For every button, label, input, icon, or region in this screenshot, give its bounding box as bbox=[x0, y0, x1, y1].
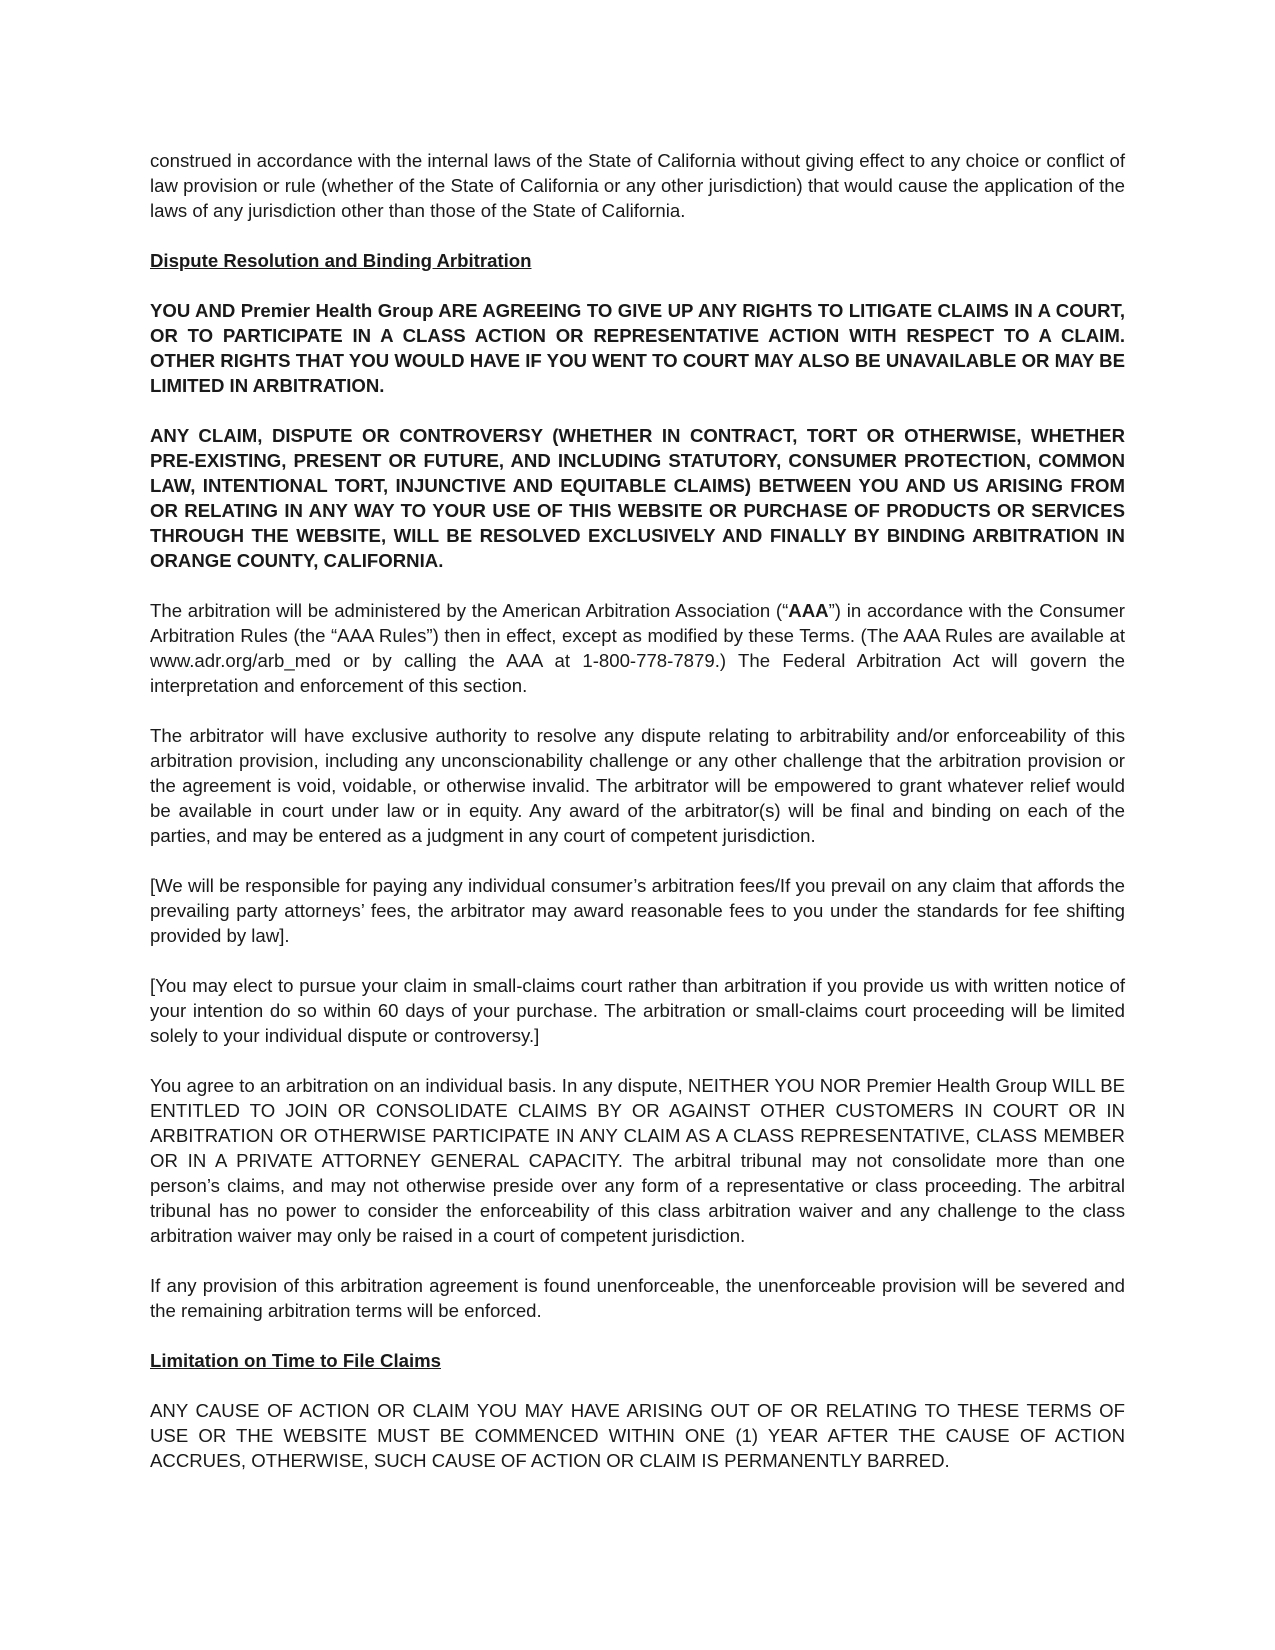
arbitration-fees-paragraph: [We will be responsible for paying any individual consumer’s arbitration fees/If you prevail on any claim that affords the prevailing party attorneys’ fees, the arbitrator may award reasonable fees to you under the standards for fee shifting provided by law]. bbox=[150, 875, 1125, 946]
small-claims-paragraph: [You may elect to pursue your claim in small-claims court rather than arbitration if you provide us with written notice of your intention do so within 60 days of your purchase. The arbitration or small-claims court proceeding will be limited solely to your individual dispute or controversy.] bbox=[150, 975, 1125, 1046]
severability-paragraph: If any provision of this arbitration agreement is found unenforceable, the unenforceable provision will be severed and the remaining arbitration terms will be enforced. bbox=[150, 1275, 1125, 1321]
aaa-administration-paragraph bbox=[150, 598, 1125, 698]
dispute-resolution-heading: Dispute Resolution and Binding Arbitration bbox=[150, 250, 532, 271]
individual-basis-paragraph: You agree to an arbitration on an individual basis. In any dispute, NEITHER YOU NOR Premier Health Group WILL BE ENTITLED TO JOIN OR CONSOLIDATE CLAIMS BY OR AGAINST OTHER CUSTOMERS IN COURT OR IN ARBITRATION OR OTHERWISE PARTICIPATE IN ANY CLAIM AS A CLASS REPRESENTATIVE, CLASS MEMBER OR IN A PRIVATE ATTORNEY GENERAL CAPACITY. The arbitral tribunal may not consolidate more than one person’s claims, and may not otherwise preside over any form of a representative or class proceeding. The arbitral tribunal has no power to consider the enforceability of this class arbitration waiver and any challenge to the class arbitration waiver may only be raised in a court of competent jurisdiction. bbox=[150, 1075, 1125, 1246]
litigation-waiver-paragraph: YOU AND Premier Health Group ARE AGREEING TO GIVE UP ANY RIGHTS TO LITIGATE CLAIMS IN A COURT, OR TO PARTICIPATE IN A CLASS ACTION OR REPRESENTATIVE ACTION WITH RESPECT TO A CLAIM. OTHER RIGHTS THAT YOU WOULD HAVE IF YOU WENT TO COURT MAY ALSO BE UNAVAILABLE OR MAY BE LIMITED IN ARBITRATION. bbox=[150, 300, 1125, 396]
aaa-abbreviation: AAA bbox=[788, 600, 829, 621]
aaa-text-before: The arbitration will be administered by the American Arbitration Association (“ bbox=[150, 600, 789, 621]
arbitration-scope-paragraph: ANY CLAIM, DISPUTE OR CONTROVERSY (WHETHER IN CONTRACT, TORT OR OTHERWISE, WHETHER PRE-EXISTING, PRESENT OR FUTURE, AND INCLUDING STATUTORY, CONSUMER PROTECTION, COMMON LAW, INTENTIONAL TORT, INJUNCTIVE AND EQUITABLE CLAIMS) BETWEEN YOU AND US ARISING FROM OR RELATING IN ANY WAY TO YOUR USE OF THIS WEBSITE OR PURCHASE OF PRODUCTS OR SERVICES THROUGH THE WEBSITE, WILL BE RESOLVED EXCLUSIVELY AND FINALLY BY BINDING ARBITRATION IN ORANGE COUNTY, CALIFORNIA. bbox=[150, 425, 1125, 571]
limitation-paragraph: ANY CAUSE OF ACTION OR CLAIM YOU MAY HAVE ARISING OUT OF OR RELATING TO THESE TERMS OF USE OR THE WEBSITE MUST BE COMMENCED WITHIN ONE (1) YEAR AFTER THE CAUSE OF ACTION ACCRUES, OTHERWISE, SUCH CAUSE OF ACTION OR CLAIM IS PERMANENTLY BARRED. bbox=[150, 1400, 1125, 1471]
document-page bbox=[150, 148, 1125, 1498]
arbitrator-authority-paragraph: The arbitrator will have exclusive authority to resolve any dispute relating to arbitrability and/or enforceability of this arbitration provision, including any unconscionability challenge or any other challenge that the arbitration provision or the agreement is void, voidable, or otherwise invalid. The arbitrator will be empowered to grant whatever relief would be available in court under law or in equity. Any award of the arbitrator(s) will be final and binding on each of the parties, and may be entered as a judgment in any court of competent jurisdiction. bbox=[150, 725, 1125, 846]
aaa-text-after: ”) in accordance with the Consumer Arbitration Rules (the “AAA Rules”) then in effect, except as modified by these Terms. (The AAA Rules are available at www.adr.org/arb_med or by calling the AAA at 1-800-778-7879.) The Federal Arbitration Act will govern the interpretation and enforcement of this section. bbox=[150, 600, 1125, 696]
limitation-heading: Limitation on Time to File Claims bbox=[150, 1350, 441, 1371]
governing-law-paragraph: construed in accordance with the internal laws of the State of California without giving effect to any choice or conflict of law provision or rule (whether of the State of California or any other jurisdiction) that would cause the application of the laws of any jurisdiction other than those of the State of California. bbox=[150, 150, 1125, 221]
